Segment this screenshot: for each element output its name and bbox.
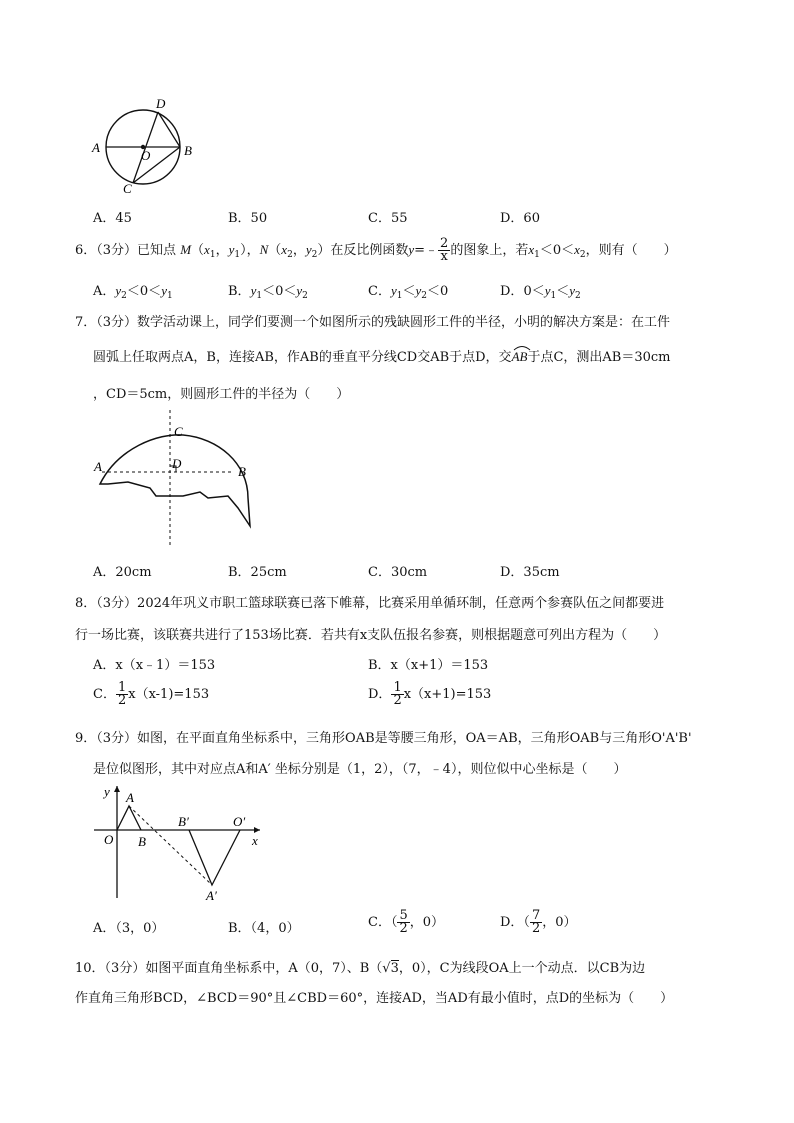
q6-number: 6．（3分）已知点 bbox=[75, 243, 177, 258]
q8-option-c: C． $\frac{1}{2}$ x（x-1)=153 bbox=[93, 680, 210, 708]
label-a-prime: A′ bbox=[206, 888, 217, 903]
label-c: C bbox=[174, 424, 183, 439]
q10-line2: 作直角三角形BCD，∠BCD＝90°且∠CBD＝60°，连接AD，当AD有最小值时，点D的坐标为（ ） bbox=[75, 991, 674, 1006]
q5-option-c: C．55 bbox=[368, 211, 408, 226]
arc-ab: AB bbox=[512, 349, 528, 365]
q8-option-d: D． $\frac{1}{2}$ x（x+1)=153 bbox=[368, 680, 492, 708]
q6-stem: 6．（3分）已知点 $M(x_1$，$y_1$），$N(x_2$，$y_2$）在反比例函数y=﹣ $\frac{2}{x}$ 的图象上，若$x_1<0<x_2$，则有（ ） bbox=[75, 236, 677, 264]
q6-fraction: $\frac{2}{x}$ bbox=[440, 236, 449, 264]
q7-line2: 圆弧上任取两点A，B，连接AB，作AB的垂直平分线CD交AB于点D，交 AB于点C，测出AB＝30cm bbox=[93, 346, 671, 365]
label-a: A bbox=[94, 459, 102, 474]
label-b: B bbox=[238, 464, 246, 479]
q5-option-b: B．50 bbox=[228, 211, 268, 226]
q9-c-fraction: $\frac{5}{2}$ bbox=[399, 908, 408, 936]
circle-figure bbox=[88, 95, 208, 197]
coordinate-figure bbox=[90, 780, 270, 905]
q8-line2: 行一场比赛，该联赛共进行了153场比赛．若共有x支队伍报名参赛，则根据题意可列出方程为（ ） bbox=[75, 628, 667, 643]
label-a: A bbox=[126, 790, 134, 805]
q9-option-b: B．（4，0） bbox=[228, 921, 300, 936]
q6-option-c: C．$y_1<y_2<0$ bbox=[368, 283, 449, 301]
label-d: D bbox=[156, 96, 166, 111]
triangle-oab bbox=[117, 806, 141, 830]
q7-line1: 7．（3分）数学活动课上，同学们要测一个如图所示的残缺圆形工件的半径，小明的解决方案是：在工件 bbox=[75, 315, 671, 330]
broken-circle-figure bbox=[88, 408, 263, 550]
q6-rest: 的图象上，若 bbox=[450, 243, 529, 258]
q7-option-d: D．35cm bbox=[500, 565, 560, 580]
label-o: O bbox=[141, 148, 151, 163]
label-a: A bbox=[92, 140, 100, 155]
label-c: C bbox=[123, 181, 132, 196]
label-b-prime: B′ bbox=[178, 814, 189, 829]
point-m: M bbox=[180, 242, 192, 257]
q6-option-b: B．$y_1<0<y_2$ bbox=[228, 283, 308, 301]
q9-option-d: D．（ $\frac{7}{2}$ ，0） bbox=[500, 908, 577, 936]
q6-option-a: A．$y_2<0<y_1$ bbox=[93, 283, 173, 301]
label-d: D bbox=[172, 456, 182, 471]
chord-db bbox=[158, 112, 180, 147]
q6-ask: ，则有（ ） bbox=[585, 243, 677, 258]
q9-line1: 9．（3分）如图，在平面直角坐标系中，三角形OAB是等腰三角形，OA＝AB，三角形OAB与三角形O'A'B' bbox=[75, 731, 692, 746]
q9-option-c: C．（ $\frac{5}{2}$ ，0） bbox=[368, 908, 445, 936]
half-fraction: $\frac{1}{2}$ bbox=[117, 680, 127, 708]
q7-option-c: C．30cm bbox=[368, 565, 428, 580]
point-n: N bbox=[259, 242, 269, 257]
arc-outline bbox=[100, 435, 250, 526]
sqrt-3: √3 bbox=[382, 961, 399, 976]
q8-option-a: A．x（x﹣1）＝153 bbox=[93, 658, 216, 673]
label-y: y bbox=[104, 784, 110, 799]
q9-option-a: A．（3，0） bbox=[93, 921, 165, 936]
q7-line3: ，CD＝5cm，则圆形工件的半径为（ ） bbox=[93, 387, 350, 402]
q7-option-a: A．20cm bbox=[93, 565, 152, 580]
q6-option-d: D．$0<y_1<y_2$ bbox=[500, 283, 581, 301]
label-b: B bbox=[138, 834, 146, 849]
q8-option-b: B．x（x+1）＝153 bbox=[368, 658, 489, 673]
label-o-prime: O′ bbox=[233, 814, 246, 829]
label-o: O bbox=[104, 832, 114, 847]
triangle-o2a2b2 bbox=[189, 830, 240, 885]
label-b: B bbox=[184, 143, 192, 158]
q9-line2: 是位似图形，其中对应点A和A′ 坐标分别是（1，2），（7，﹣4），则位似中心坐标是（ ） bbox=[93, 762, 627, 777]
q5-option-d: D．60 bbox=[500, 211, 540, 226]
half-fraction: $\frac{1}{2}$ bbox=[393, 680, 402, 708]
q8-line1: 8．（3分）2024年巩义市职工篮球联赛已落下帷幕，比赛采用单循环制，任意两个参赛队伍之间都要进 bbox=[75, 596, 665, 611]
q7-option-b: B．25cm bbox=[228, 565, 287, 580]
q10-line1: 10．（3分）如图平面直角坐标系中，A（0，7）、B（√3，0），C为线段OA上一个动点．以CB为边 bbox=[75, 961, 646, 976]
q9-d-fraction: $\frac{7}{2}$ bbox=[531, 908, 541, 936]
q5-option-a: A．45 bbox=[93, 211, 132, 226]
label-x: x bbox=[252, 833, 258, 848]
